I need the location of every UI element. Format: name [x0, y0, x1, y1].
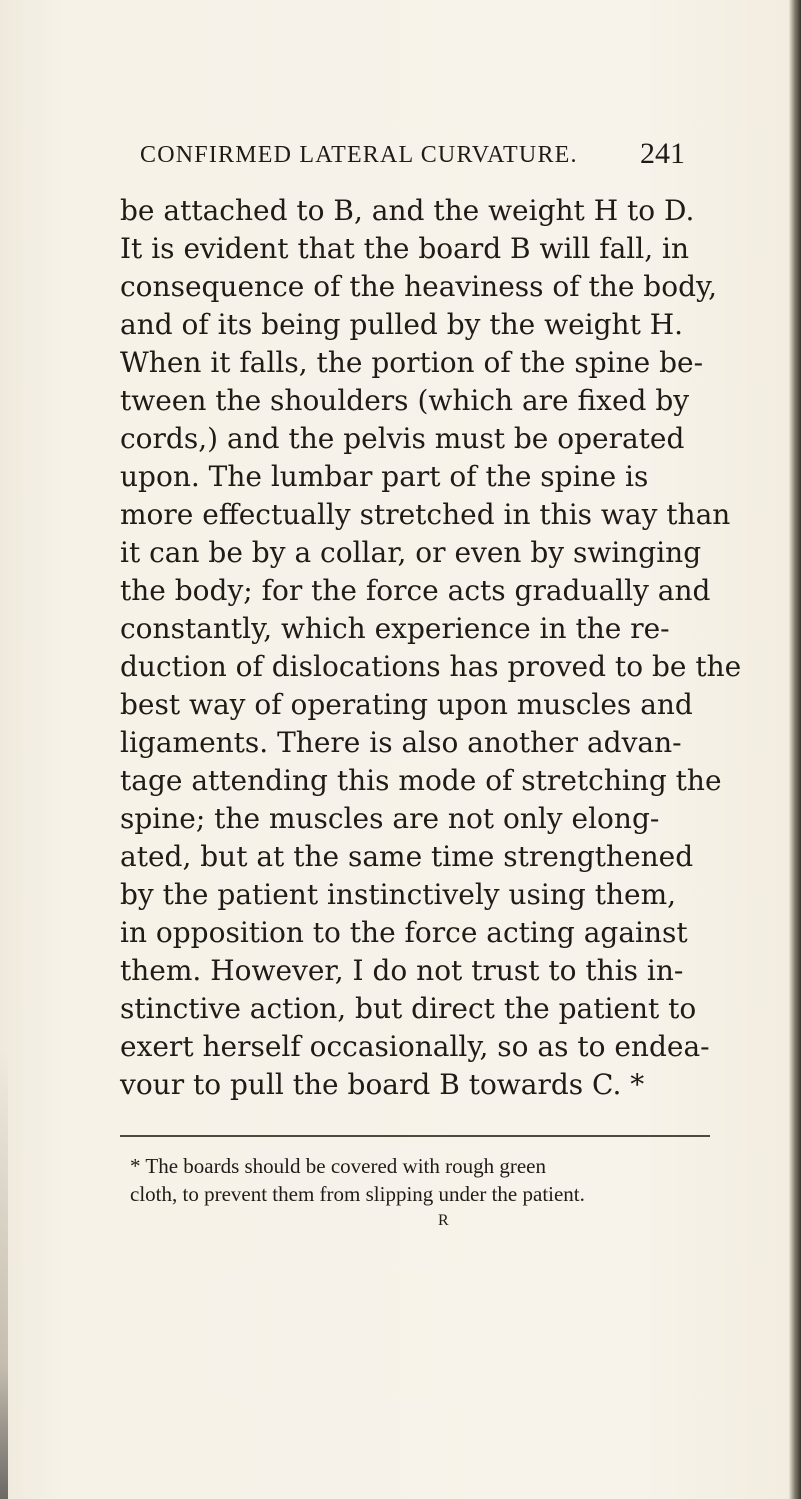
text-line: consequence of the heaviness of the body, — [120, 270, 717, 303]
running-head — [140, 137, 800, 182]
text-line: them. However, I do not trust to this in- — [120, 954, 684, 987]
text-line: tween the shoulders (which are fixed by — [120, 384, 690, 417]
page-number: 241 — [640, 137, 685, 170]
text-line: tage attending this mode of stretching the — [120, 764, 722, 797]
text-line: spine; the muscles are not only elong- — [120, 802, 660, 835]
text-line: it can be by a collar, or even by swinging — [120, 536, 702, 569]
text-line: upon. The lumbar part of the spine is — [120, 460, 649, 493]
footnote-line: * The boards should be covered with rough green — [130, 1154, 547, 1178]
binding-shadow — [0, 1050, 8, 1499]
text-line: When it falls, the portion of the spine be- — [120, 346, 704, 379]
text-line: in opposition to the force acting against — [120, 916, 688, 949]
text-line: constantly, which experience in the re- — [120, 612, 670, 645]
text-line: ated, but at the same time strengthened — [120, 840, 694, 873]
text-line: cords,) and the pelvis must be operated — [120, 422, 685, 455]
text-line: be attached to B, and the weight H to D. — [120, 194, 695, 227]
footnote-line: cloth, to prevent them from slipping under the patient. — [130, 1182, 585, 1206]
text-line: stinctive action, but direct the patient to — [120, 992, 697, 1025]
running-title: CONFIRMED LATERAL CURVATURE. — [140, 142, 578, 168]
text-line: ligaments. There is also another advan- — [120, 726, 682, 759]
text-line: exert herself occasionally, so as to endea- — [120, 1030, 710, 1063]
text-line: best way of operating upon muscles and — [120, 688, 693, 721]
text-line: by the patient instinctively using them, — [120, 878, 677, 911]
text-line: vour to pull the board B towards C. * — [120, 1068, 645, 1101]
page-edge-shadow — [789, 0, 801, 1499]
footnote-rule — [120, 1135, 710, 1137]
text-line: duction of dislocations has proved to be the — [120, 650, 742, 683]
text-line: and of its being pulled by the weight H. — [120, 308, 684, 341]
text-line: more effectually stretched in this way than — [120, 498, 731, 531]
text-line: the body; for the force acts gradually and — [120, 574, 711, 607]
signature-mark: R — [438, 1212, 449, 1229]
text-line: It is evident that the board B will fall, in — [120, 232, 689, 265]
